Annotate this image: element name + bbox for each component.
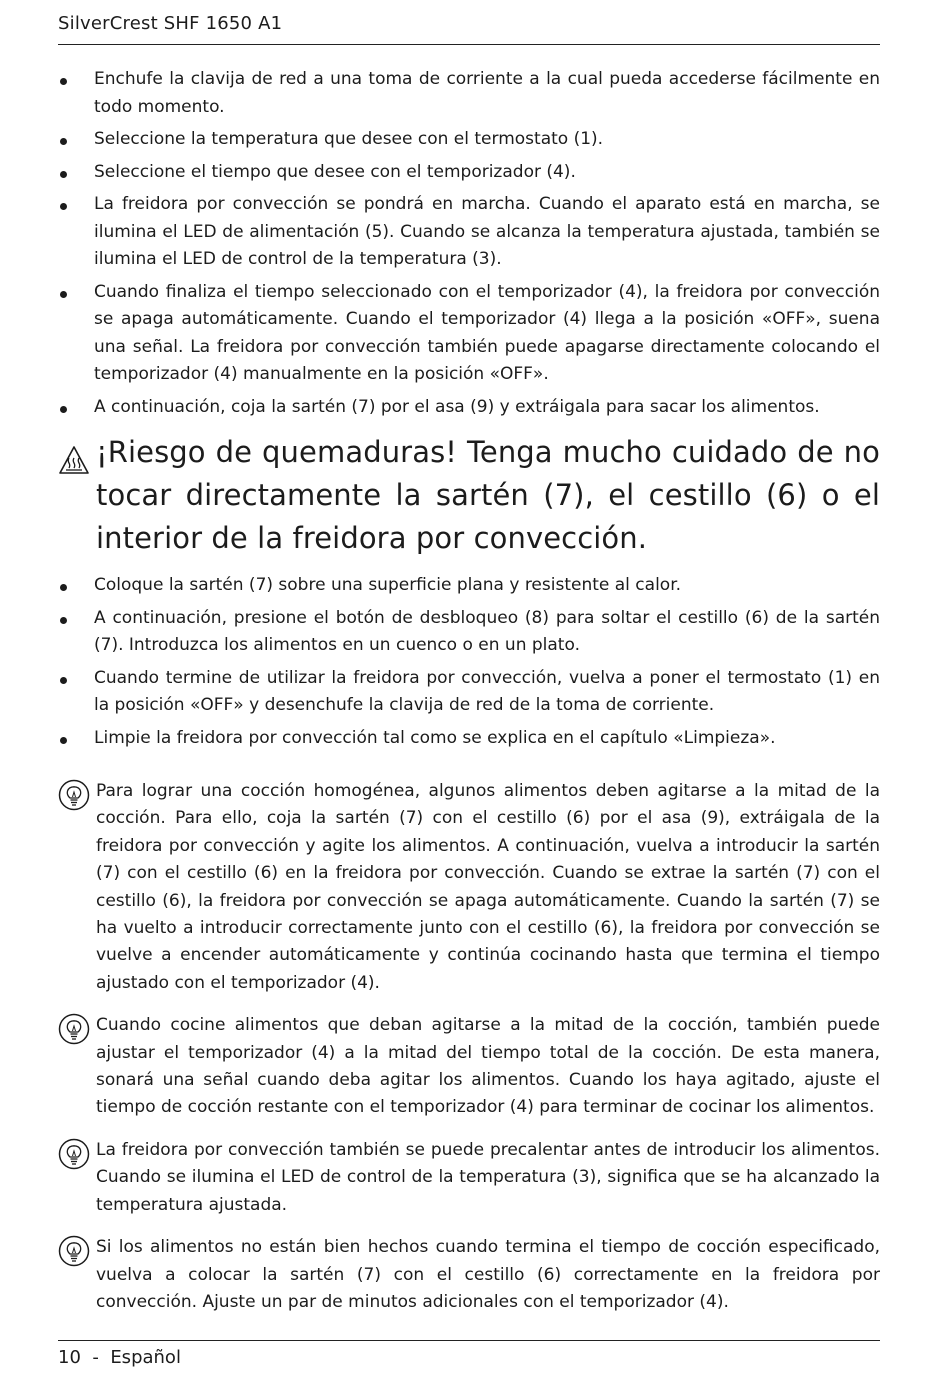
page-number: 10 — [58, 1347, 81, 1368]
bullet-item — [58, 279, 880, 389]
bullet-text: A continuación, presione el botón de desbloqueo (8) para soltar el cestillo (6) de la sartén (7). Introduzca los alimentos en un cuenco o en un plato. — [94, 607, 880, 655]
tip-text: Si los alimentos no están bien hechos cuando termina el tiempo de cocción especificado, vuelva a colocar la sartén (7) con el cestillo (6) correctamente en la freidora por convección. Ajuste un par de minutos adicionales con el temporizador (4). — [96, 1237, 880, 1312]
bullet-item — [58, 159, 880, 187]
tip-text: Cuando cocine alimentos que deban agitarse a la mitad de la cocción, también puede ajustar el temporizador (4) a la mitad del tiempo total de la cocción. De esta manera, sonará una señal cuando deba agitar los alimentos. Cuando los haya agitado, ajuste el tiempo de cocción restante con el temporizador (4) para terminar de cocinar los alimentos. — [96, 1015, 880, 1118]
bullet-text: Coloque la sartén (7) sobre una superficie plana y resistente al calor. — [94, 575, 682, 595]
hot-surface-warning-icon — [58, 445, 90, 475]
lightbulb-tip-icon — [58, 1138, 90, 1170]
bullet-item — [58, 572, 880, 600]
lightbulb-tip-icon — [58, 779, 90, 811]
bullet-text: Cuando finaliza el tiempo seleccionado con el temporizador (4), la freidora por convección se apaga automáticamente. Cuando el temporizador (4) llega a la posición «OFF», suena una señal. La freidora por convección también puede apagarse directamente colocando el temporizador (4) manualmente en la posición «OFF». — [94, 281, 880, 384]
tip-text: Para lograr una cocción homogénea, algunos alimentos deben agitarse a la mitad de la cocción. Para ello, coja la sartén (7) con el cestillo (6) por el asa (9), extráigala de la freidora por convección y agite los alimentos. A continuación, vuelva a introducir la sartén (7) con el cestillo (6) en la freidora por convección. Cuando se extrae la sartén (7) con el cestillo (6), la freidora por convección se apaga automáticamente. Cuando la sartén (7) se ha vuelto a introducir correctamente junto con el cestillo (6), la freidora por convección se vuelve a encender automáticamente y continúa cocinando hasta que termina el tiempo ajustado con el temporizador (4). — [96, 781, 880, 993]
bullet-text: Seleccione el tiempo que desee con el temporizador (4). — [94, 161, 576, 182]
bullet-dot — [60, 677, 67, 684]
bullet-dot — [60, 737, 67, 744]
bullet-dot — [60, 203, 67, 210]
bullet-dot — [60, 138, 67, 145]
bullet-dot — [60, 584, 67, 591]
tip-note — [58, 778, 880, 997]
warning-text: ¡Riesgo de quemaduras! Tenga mucho cuidado de no tocar directamente la sartén (7), el cestillo (6) o el interior de la freidora por convección. — [96, 435, 880, 555]
lightbulb-tip-icon — [58, 1235, 90, 1267]
bullet-dot — [60, 406, 67, 413]
header-rule — [58, 44, 880, 45]
tip-note — [58, 1012, 880, 1122]
page-content — [58, 66, 880, 1331]
bullet-dot — [60, 171, 67, 178]
bullet-item — [58, 126, 880, 154]
bullet-item — [58, 725, 880, 753]
bullet-list-bottom — [58, 572, 880, 752]
bullet-item — [58, 394, 880, 422]
tip-text: La freidora por convección también se puede precalentar antes de introducir los alimentos. Cuando se ilumina el LED de control de la temperatura (3), significa que se ha alcanzado la temperatura ajustada. — [96, 1139, 880, 1215]
burn-warning — [58, 431, 880, 560]
bullet-item — [58, 66, 880, 121]
bullet-item — [58, 665, 880, 720]
bullet-text: A continuación, coja la sartén (7) por el asa (9) y extráigala para sacar los alimentos. — [94, 396, 820, 417]
lightbulb-tip-icon — [58, 1013, 90, 1045]
footer-language: Español — [110, 1347, 181, 1368]
bullet-dot — [60, 291, 67, 298]
bullet-text: Seleccione la temperatura que desee con el termostato (1). — [94, 129, 604, 149]
page-footer — [58, 1347, 181, 1368]
bullet-dot — [60, 617, 67, 624]
tip-note — [58, 1137, 880, 1219]
bullet-item — [58, 191, 880, 274]
header-title: SilverCrest SHF 1650 A1 — [58, 13, 283, 34]
tip-note — [58, 1234, 880, 1316]
bullet-text: Limpie la freidora por convección tal como se explica en el capítulo «Limpieza». — [94, 727, 776, 748]
bullet-text: Cuando termine de utilizar la freidora por convección, vuelva a poner el termostato (1) en la posición «OFF» y desenchufe la clavija de red de la toma de corriente. — [94, 667, 880, 715]
bullet-text: La freidora por convección se pondrá en marcha. Cuando el aparato está en marcha, se ilumina el LED de alimentación (5). Cuando se alcanza la temperatura ajustada, también se ilumina el LED de control de la temperatura (3). — [94, 194, 880, 269]
tips-section — [58, 778, 880, 1316]
footer-rule — [58, 1340, 880, 1341]
bullet-dot — [60, 78, 67, 85]
footer-separator: - — [92, 1347, 99, 1368]
bullet-list-top — [58, 66, 880, 421]
bullet-text: Enchufe la clavija de red a una toma de corriente a la cual pueda accederse fácilmente en todo momento. — [94, 69, 880, 117]
bullet-item — [58, 605, 880, 660]
